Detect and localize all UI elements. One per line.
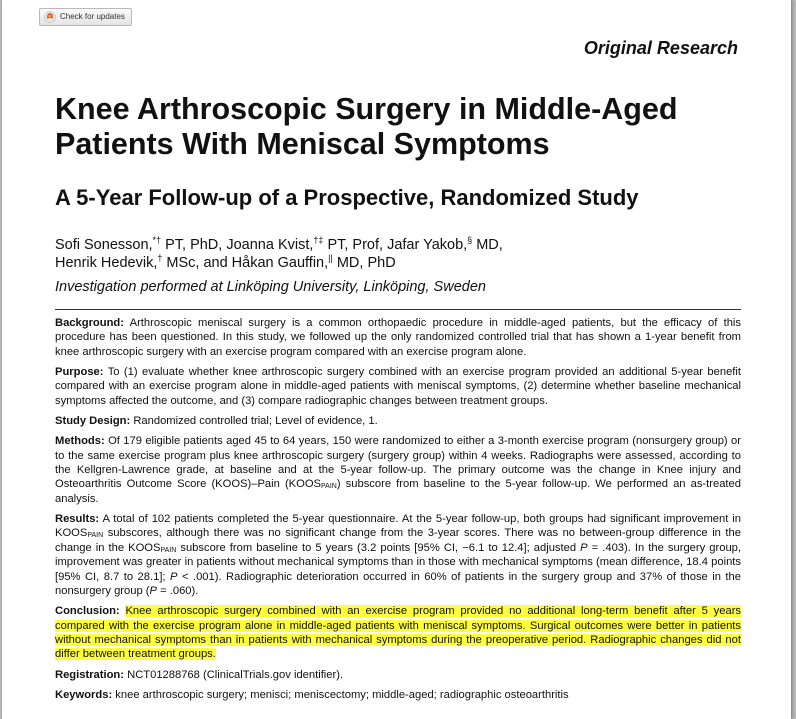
section-text: subscores, although there was no significant change from the 3-year scores. There was no between-group difference in the change in the KOOS bbox=[55, 527, 741, 554]
section-text: Of 179 eligible patients aged 45 to 64 years, 150 were randomized to either a 3-month exercise program (nonsurgery group) or to the same exercise program plus knee arthroscopic surgery (surgery group) within 4 weeks. Radiographs were assessed, according to the Kellgren-Lawrence grade, at baseline and at the 5-year follow-up. The primary outcome was the change in Knee injury and Osteoarthritis Outcome Score (KOOS)–Pain (KOOS bbox=[55, 435, 741, 491]
author-list bbox=[55, 236, 755, 272]
author-affiliation-mark: § bbox=[467, 235, 473, 245]
author-affiliation-mark: † bbox=[157, 253, 163, 263]
check-for-updates-label: Check for updates bbox=[60, 12, 125, 21]
author-name: Henrik Hedevik, bbox=[55, 255, 158, 271]
p-value-symbol: P bbox=[170, 570, 178, 583]
abstract-methods bbox=[55, 434, 741, 506]
author-affiliation-mark: || bbox=[328, 253, 333, 263]
section-heading: Registration: bbox=[55, 668, 124, 681]
author-affiliation-mark: *† bbox=[152, 235, 162, 245]
section-text: A total of 102 patients completed the 5-year questionnaire. At the 5-year follow-up, both groups had significant improvement in KOOS bbox=[55, 513, 741, 540]
section-heading: Study Design: bbox=[55, 415, 131, 428]
author-name: Håkan Gauffin, bbox=[231, 255, 329, 271]
abstract-background bbox=[55, 316, 741, 359]
section-heading: Purpose: bbox=[55, 366, 104, 379]
abstract-study-design bbox=[55, 414, 741, 428]
section-heading: Keywords: bbox=[55, 688, 113, 701]
abstract bbox=[55, 316, 741, 708]
section-label: Original Research bbox=[583, 38, 738, 58]
section-text: = .403). In the surgery group, improvement was greater in patients without mechanical symptoms than in those with mechanical symptoms (mean difference, 18.4 points [95% CI, 8.7 to 28.1]; bbox=[55, 541, 741, 583]
author-name: Jafar Yakob, bbox=[387, 237, 468, 253]
author-degrees: PT, PhD, bbox=[161, 237, 227, 253]
divider bbox=[55, 309, 741, 310]
affiliation: Investigation performed at Linköping University, Linköping, Sweden bbox=[55, 279, 486, 295]
check-for-updates-icon bbox=[44, 11, 56, 23]
p-value-symbol: P bbox=[580, 541, 588, 554]
section-heading: Conclusion: bbox=[55, 605, 120, 618]
section-text: subscore from baseline to 5 years (3.2 points [95% CI, −6.1 to 12.4]; adjusted bbox=[176, 541, 581, 554]
section-text: Randomized controlled trial; Level of evidence, 1. bbox=[130, 415, 378, 428]
abstract-registration bbox=[55, 668, 741, 682]
author-name: Sofi Sonesson, bbox=[55, 237, 153, 253]
subscript: PAIN bbox=[321, 483, 337, 491]
article-page bbox=[2, 0, 791, 719]
section-text: < .001). Radiographic deterioration occurred in 60% of patients in the surgery group and 37% of those in the nonsurgery group ( bbox=[55, 570, 741, 597]
section-text: NCT01288768 (ClinicalTrials.gov identifier). bbox=[124, 668, 344, 681]
abstract-keywords bbox=[55, 688, 741, 702]
section-heading: Methods: bbox=[55, 435, 105, 448]
author-affiliation-mark: †‡ bbox=[313, 235, 324, 245]
section-text: = .060). bbox=[157, 584, 199, 597]
subscript: PAIN bbox=[87, 532, 104, 540]
section-heading: Background: bbox=[55, 317, 124, 329]
author-degrees: MD, bbox=[472, 237, 503, 253]
section-text: To (1) evaluate whether knee arthroscopic surgery combined with an exercise program provided an additional 5-year benefit compared with an exercise program alone in middle-aged patients with meniscal symptoms, (2) determine whether baseline mechanical symptoms affected the outcome, and (3) compare radiographic changes between treatment groups. bbox=[55, 366, 741, 407]
author-line-1 bbox=[55, 236, 755, 254]
article-subtitle: A 5-Year Follow-up of a Prospective, Randomized Study bbox=[55, 185, 639, 210]
check-for-updates-button[interactable] bbox=[39, 8, 132, 26]
author-degrees: PT, Prof, bbox=[323, 237, 388, 253]
section-text: ) subscore from baseline to the 5-year follow-up. We performed an as-treated analysis. bbox=[55, 478, 741, 505]
p-value-symbol: P bbox=[149, 584, 157, 597]
author-line-2 bbox=[55, 254, 755, 272]
section-text: Arthroscopic meniscal surgery is a common orthopaedic procedure in middle-aged patients, but the efficacy of this procedure has been questioned. In this study, we followed up the only randomized controlled trial that has shown a 1-year benefit from knee arthroscopic surgery with an exercise program compared with an exercise program alone. bbox=[55, 317, 741, 358]
section-text: knee arthroscopic surgery; menisci; meniscectomy; middle-aged; radiographic osteoarthritis bbox=[112, 688, 569, 701]
subscript: PAIN bbox=[160, 546, 177, 554]
abstract-conclusion bbox=[55, 604, 741, 661]
abstract-purpose bbox=[55, 365, 741, 408]
abstract-results bbox=[55, 512, 741, 598]
author-name: Joanna Kvist, bbox=[226, 237, 314, 253]
article-title: Knee Arthroscopic Surgery in Middle-Aged Patients With Meniscal Symptoms bbox=[55, 92, 678, 161]
highlighted-conclusion-text[interactable]: Knee arthroscopic surgery combined with an exercise program provided no additional long-term benefit after 5 years compared with the exercise program alone in middle-aged patients with meniscal symptoms. Surgical outcomes were better in patients without mechanical symptoms than in patients with mechanical symptoms during the preoperative period. Radiographic changes did not differ between treatment groups. bbox=[55, 605, 742, 661]
author-degrees: MD, PhD bbox=[332, 255, 396, 271]
author-degrees: MSc, and bbox=[162, 255, 232, 271]
section-heading: Results: bbox=[55, 513, 100, 526]
